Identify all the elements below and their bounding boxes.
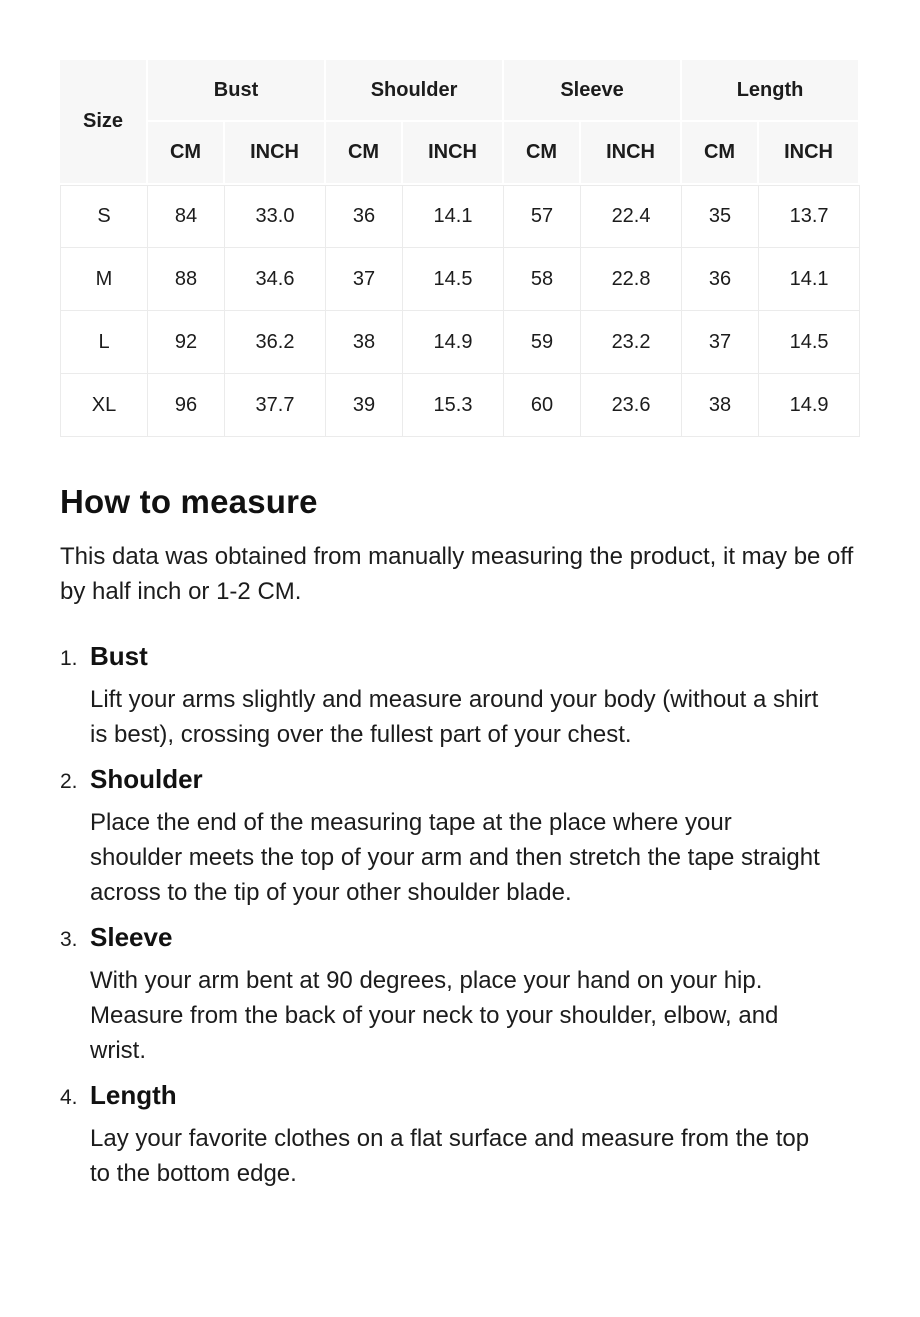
step-description: With your arm bent at 90 degrees, place your hand on your hip. Measure from the back of your neck to your shoulder, elbow, and wrist. xyxy=(90,967,779,1064)
measurement-cell: 37 xyxy=(326,248,403,311)
measurement-cell: 36 xyxy=(326,185,403,248)
step-heading xyxy=(60,641,860,672)
table-group-header-row xyxy=(60,60,860,122)
list-item xyxy=(60,922,860,1068)
measurement-cell: 36.2 xyxy=(225,311,326,374)
how-to-measure-heading: How to measure xyxy=(60,483,318,520)
size-cell: L xyxy=(60,311,148,374)
step-number: 2. xyxy=(60,770,78,793)
measurement-cell: 23.6 xyxy=(581,374,682,437)
size-cell: XL xyxy=(60,374,148,437)
list-item xyxy=(60,641,860,752)
table-row xyxy=(60,248,860,311)
measurement-cell: 23.2 xyxy=(581,311,682,374)
step-heading xyxy=(60,764,860,795)
measurement-cell: 36 xyxy=(682,248,759,311)
measure-steps-list xyxy=(60,641,860,1191)
sleeve-group-header: Sleeve xyxy=(504,60,682,122)
measurement-cell: 14.5 xyxy=(403,248,504,311)
step-number: 4. xyxy=(60,1086,78,1109)
measurement-cell: 34.6 xyxy=(225,248,326,311)
measurement-cell: 37 xyxy=(682,311,759,374)
step-heading xyxy=(60,922,860,953)
length-inch-header: INCH xyxy=(759,122,860,185)
sleeve-inch-header: INCH xyxy=(581,122,682,185)
measurement-cell: 60 xyxy=(504,374,581,437)
measure-intro-text: This data was obtained from manually measuring the product, it may be off by half inch or 1-2 CM. xyxy=(60,543,854,605)
table-row xyxy=(60,374,860,437)
step-heading xyxy=(60,1080,860,1111)
measurement-cell: 14.5 xyxy=(759,311,860,374)
length-group-header: Length xyxy=(682,60,860,122)
shoulder-inch-header: INCH xyxy=(403,122,504,185)
bust-group-header: Bust xyxy=(148,60,326,122)
measurement-cell: 14.9 xyxy=(403,311,504,374)
measurement-cell: 15.3 xyxy=(403,374,504,437)
size-cell: S xyxy=(60,185,148,248)
size-cell: M xyxy=(60,248,148,311)
table-row xyxy=(60,185,860,248)
list-item xyxy=(60,764,860,910)
measurement-cell: 33.0 xyxy=(225,185,326,248)
step-title: Length xyxy=(90,1080,177,1110)
measurement-cell: 14.1 xyxy=(403,185,504,248)
step-title: Bust xyxy=(90,641,148,671)
step-number: 3. xyxy=(60,928,78,951)
step-description: Place the end of the measuring tape at the place where your shoulder meets the top of your arm and then stretch the tape straight across to the tip of your other shoulder blade. xyxy=(90,809,820,906)
size-column-header: Size xyxy=(60,60,148,185)
measurement-cell: 14.1 xyxy=(759,248,860,311)
step-number: 1. xyxy=(60,647,78,670)
measurement-cell: 84 xyxy=(148,185,225,248)
length-cm-header: CM xyxy=(682,122,759,185)
measurement-cell: 59 xyxy=(504,311,581,374)
list-item xyxy=(60,1080,860,1191)
sleeve-cm-header: CM xyxy=(504,122,581,185)
measurement-cell: 58 xyxy=(504,248,581,311)
step-description: Lay your favorite clothes on a flat surface and measure from the top to the bottom edge. xyxy=(90,1125,810,1187)
measurement-cell: 37.7 xyxy=(225,374,326,437)
measurement-cell: 22.4 xyxy=(581,185,682,248)
measurement-cell: 13.7 xyxy=(759,185,860,248)
measurement-cell: 96 xyxy=(148,374,225,437)
bust-cm-header: CM xyxy=(148,122,225,185)
step-title: Sleeve xyxy=(90,922,173,952)
bust-inch-header: INCH xyxy=(225,122,326,185)
step-description: Lift your arms slightly and measure around your body (without a shirt is best), crossing over the fullest part of your chest. xyxy=(90,686,819,748)
measurement-cell: 38 xyxy=(682,374,759,437)
measurement-cell: 92 xyxy=(148,311,225,374)
measurement-cell: 14.9 xyxy=(759,374,860,437)
measurement-cell: 38 xyxy=(326,311,403,374)
size-chart-table xyxy=(60,60,860,437)
shoulder-group-header: Shoulder xyxy=(326,60,504,122)
measurement-cell: 22.8 xyxy=(581,248,682,311)
step-title: Shoulder xyxy=(90,764,203,794)
measurement-cell: 57 xyxy=(504,185,581,248)
measurement-cell: 88 xyxy=(148,248,225,311)
measurement-cell: 35 xyxy=(682,185,759,248)
measurement-cell: 39 xyxy=(326,374,403,437)
shoulder-cm-header: CM xyxy=(326,122,403,185)
table-unit-header-row xyxy=(60,122,860,185)
table-row xyxy=(60,311,860,374)
